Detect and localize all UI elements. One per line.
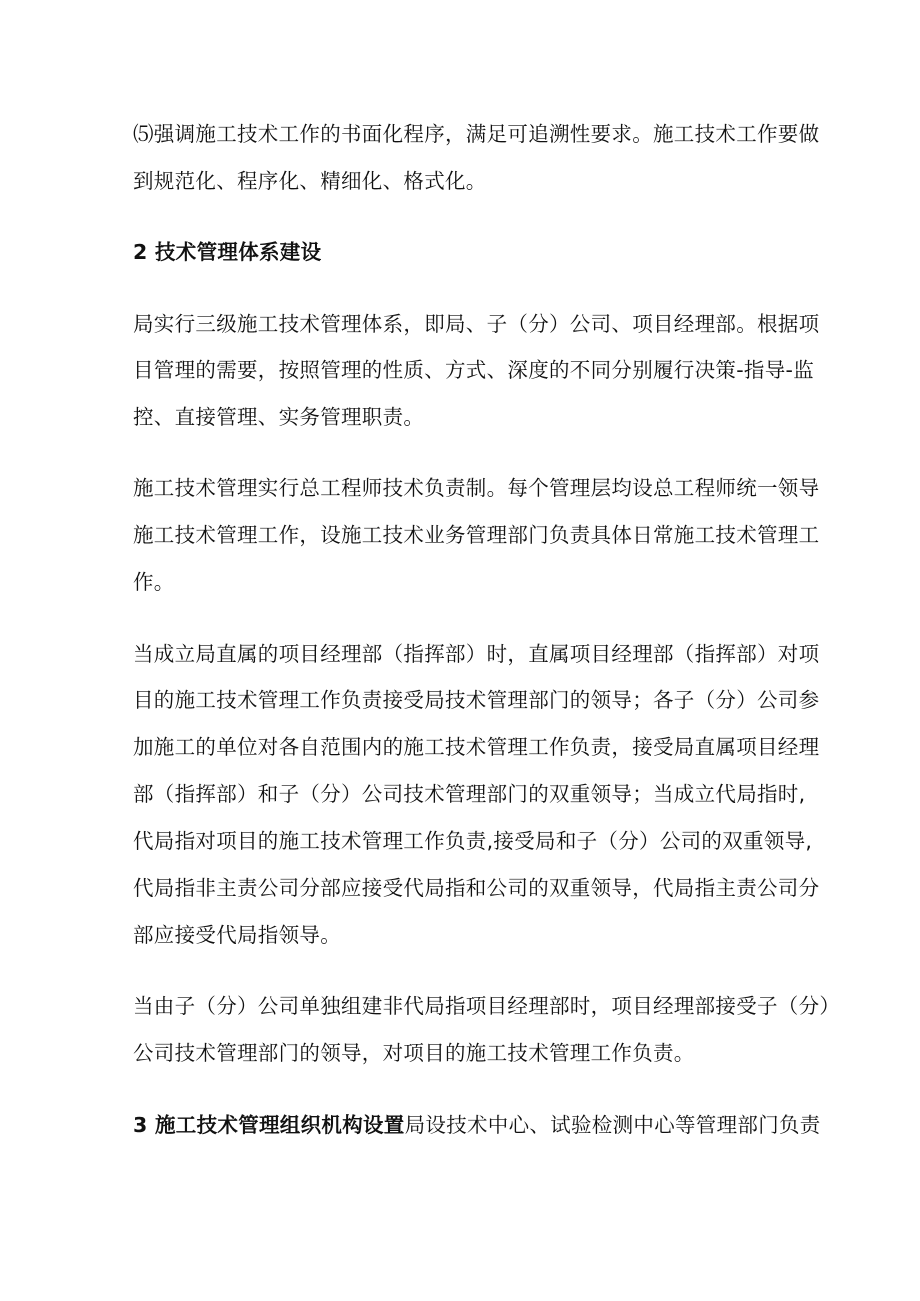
para4-line5: 代局指对项目的施工技术管理工作负责,接受局和子（分）公司的双重领导, xyxy=(133,829,813,853)
para2-line2: 目管理的需要，按照管理的性质、方式、深度的不同分别履行决策-指导-监 xyxy=(133,358,814,382)
para3-line3: 作。 xyxy=(133,570,175,594)
para1-line1: ⑸强调施工技术工作的书面化程序，满足可追溯性要求。施工技术工作要做 xyxy=(133,122,820,146)
para1-line2: 到规范化、程序化、精细化、格式化。 xyxy=(133,169,487,193)
para4-line3: 加施工的单位对各自范围内的施工技术管理工作负责，接受局直属项目经理 xyxy=(133,735,820,759)
para4-line6: 代局指非主责公司分部应接受代局指和公司的双重领导，代局指主责公司分 xyxy=(133,876,820,900)
para6-text: 局设技术中心、试验检测中心等管理部门负责 xyxy=(404,1113,821,1137)
para6-line1 xyxy=(133,1111,821,1139)
para5-line2: 公司技术管理部门的领导，对项目的施工技术管理工作负责。 xyxy=(133,1041,695,1065)
section-heading-2: 2 技术管理体系建设 xyxy=(133,240,322,264)
para3-line1: 施工技术管理实行总工程师技术负责制。每个管理层均设总工程师统一领导 xyxy=(133,476,820,500)
para3-line2: 施工技术管理工作，设施工技术业务管理部门负责具体日常施工技术管理工 xyxy=(133,523,820,547)
para4-line1: 当成立局直属的项目经理部（指挥部）时，直属项目经理部（指挥部）对项 xyxy=(133,642,820,666)
para2-line3: 控、直接管理、实务管理职责。 xyxy=(133,405,425,429)
para4-line2: 目的施工技术管理工作负责接受局技术管理部门的领导；各子（分）公司参 xyxy=(133,688,820,712)
para5-line1: 当由子（分）公司单独组建非代局指项目经理部时，项目经理部接受子（分） xyxy=(133,994,841,1018)
para4-line7: 部应接受代局指领导。 xyxy=(133,923,341,947)
para4-line4: 部（指挥部）和子（分）公司技术管理部门的双重领导；当成立代局指时, xyxy=(133,782,806,806)
section-heading-3: 3 施工技术管理组织机构设置 xyxy=(133,1113,405,1137)
para2-line1: 局实行三级施工技术管理体系，即局、子（分）公司、项目经理部。根据项 xyxy=(133,312,820,336)
